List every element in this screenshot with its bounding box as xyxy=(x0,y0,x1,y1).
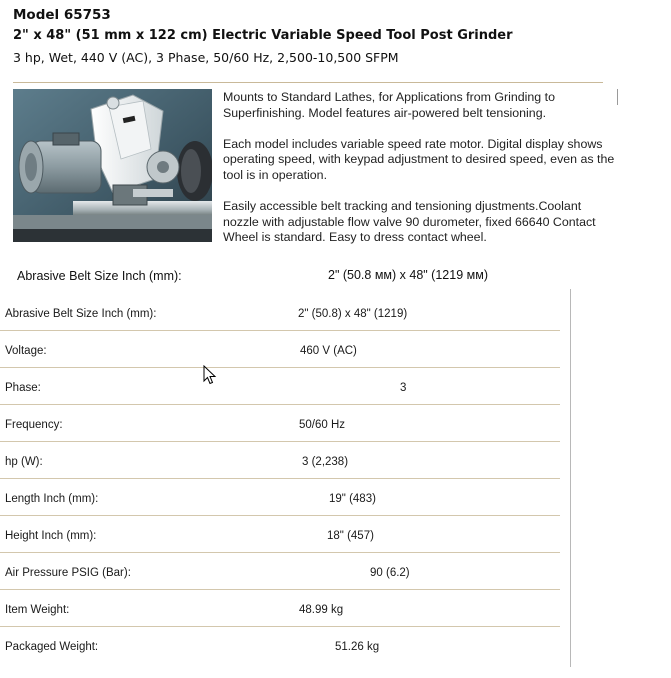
spec-value: 51.26 kg xyxy=(335,641,380,653)
spec-label: hp (W): xyxy=(5,456,43,468)
spec-label: Air Pressure PSIG (Bar): xyxy=(5,567,131,579)
spec-value: 3 (2,238) xyxy=(302,456,349,468)
spec-value: 2" (50.8) x 48" (1219) xyxy=(298,308,408,320)
description-paragraph: Mounts to Standard Lathes, for Applications from Grinding to Superfinishing. Model features air-powered belt tensioning. xyxy=(223,90,555,120)
spec-label: Voltage: xyxy=(5,345,47,357)
description-paragraph: Each model includes variable speed rate motor. Digital display shows operating speed, with keypad adjustment to desired speed, even as the tool is in operation. xyxy=(223,136,615,182)
spec-value: 18" (457) xyxy=(327,530,374,542)
product-description xyxy=(223,90,618,262)
summary-value: 2" (50.8 мм) x 48" (1219 мм) xyxy=(328,268,488,282)
specifications-table xyxy=(0,294,560,664)
table-row xyxy=(0,553,560,590)
table-border xyxy=(570,289,571,667)
table-row xyxy=(0,516,560,553)
spec-label: Phase: xyxy=(5,382,41,394)
spec-label: Item Weight: xyxy=(5,604,70,616)
product-photo xyxy=(13,89,212,242)
header-divider xyxy=(13,82,603,83)
table-row xyxy=(0,627,560,664)
product-subtitle: 3 hp, Wet, 440 V (AC), 3 Phase, 50/60 Hz, 2,500-10,500 SFPM xyxy=(13,50,399,65)
spec-value: 19" (483) xyxy=(329,493,376,505)
table-row xyxy=(0,442,560,479)
spec-value: 3 xyxy=(400,382,407,394)
product-title: 2" x 48" (51 mm x 122 cm) Electric Variable Speed Tool Post Grinder xyxy=(13,28,513,43)
description-paragraph: Easily accessible belt tracking and tensioning djustments.Coolant nozzle with adjustable flow valve 90 durometer, fixed 66640 Contact Wheel is standard. Easy to dress contact wheel. xyxy=(223,199,596,245)
spec-value: 48.99 kg xyxy=(299,604,344,616)
spec-label: Height Inch (mm): xyxy=(5,530,97,542)
belt-size-summary xyxy=(0,262,560,290)
spec-label: Length Inch (mm): xyxy=(5,493,99,505)
spec-label: Frequency: xyxy=(5,419,63,431)
spec-value: 90 (6.2) xyxy=(370,567,410,579)
table-row xyxy=(0,590,560,627)
spec-label: Packaged Weight: xyxy=(5,641,99,653)
mouse-pointer-icon xyxy=(203,365,217,385)
table-row xyxy=(0,294,560,331)
summary-label: Abrasive Belt Size Inch (mm): xyxy=(17,269,182,283)
spec-value: 50/60 Hz xyxy=(299,419,346,431)
table-row xyxy=(0,479,560,516)
model-number: Model 65753 xyxy=(13,7,111,23)
table-row xyxy=(0,331,560,368)
spec-value: 460 V (AC) xyxy=(300,345,357,357)
product-header xyxy=(13,6,653,68)
table-row xyxy=(0,368,560,405)
spec-label: Abrasive Belt Size Inch (mm): xyxy=(5,308,157,320)
table-row xyxy=(0,405,560,442)
